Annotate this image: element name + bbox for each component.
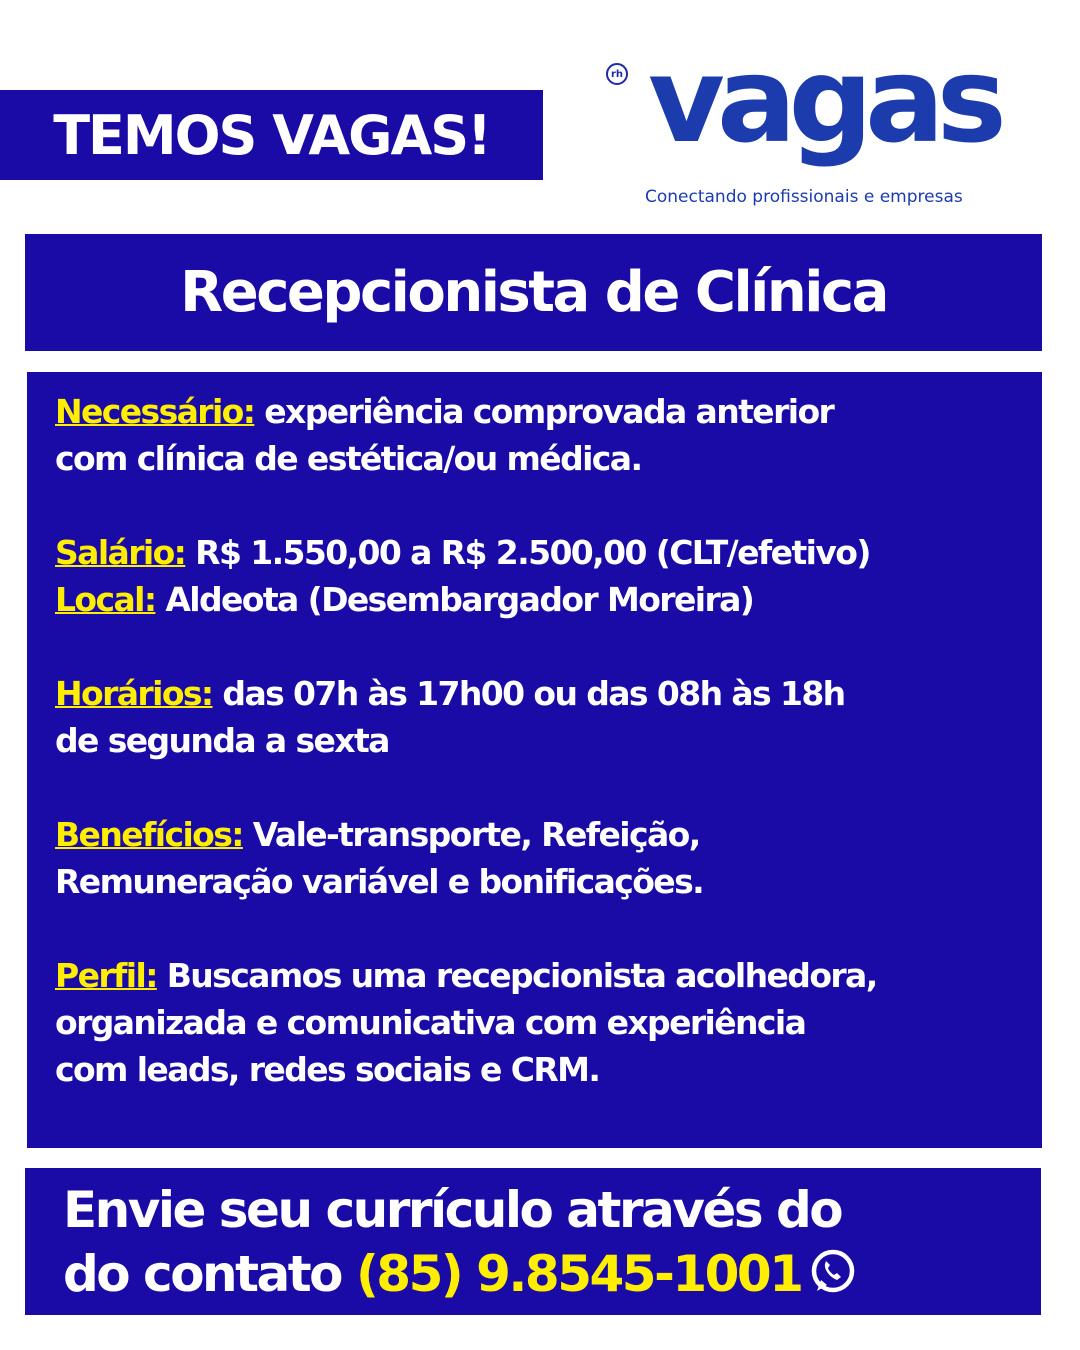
requirement-section (55, 388, 1022, 482)
cta-line-2 (63, 1242, 1041, 1312)
cta-prefix: do contato (63, 1245, 342, 1303)
benefits-label: Benefícios: (55, 815, 243, 854)
rh-mark: rh (606, 63, 628, 85)
logo-tagline: Conectando profissionais e empresas (645, 187, 963, 207)
contact-banner (25, 1168, 1041, 1315)
schedule-text-1: das 07h às 17h00 ou das 08h às 18h (222, 674, 845, 713)
schedule-text-2: de segunda a sexta (55, 721, 389, 760)
phone-number[interactable]: (85) 9.8545-1001 (355, 1245, 802, 1303)
schedule-label: Horários: (55, 674, 213, 713)
profile-text-3: com leads, redes sociais e CRM. (55, 1050, 600, 1089)
vagas-logo (600, 31, 1030, 215)
requirement-text-2: com clínica de estética/ou médica. (55, 439, 642, 478)
requirement-text-1: experiência comprovada anterior (264, 392, 834, 431)
whatsapp-icon[interactable] (808, 1247, 858, 1312)
badge-text: TEMOS VAGAS! (53, 103, 490, 167)
salary-location-section (55, 529, 1022, 623)
temos-vagas-badge (0, 90, 543, 180)
profile-text-2: organizada e comunicativa com experiência (55, 1003, 806, 1042)
job-title: Recepcionista de Clínica (180, 260, 887, 325)
profile-text-1: Buscamos uma recepcionista acolhedora, (166, 956, 877, 995)
schedule-section (55, 670, 1022, 764)
job-title-banner (25, 234, 1042, 351)
job-details-panel (27, 372, 1042, 1148)
benefits-text-1: Vale-transporte, Refeição, (252, 815, 700, 854)
cta-line-1: Envie seu currículo através do (63, 1181, 842, 1239)
logo-wordmark: vagas (648, 31, 999, 169)
location-label: Local: (55, 580, 156, 619)
profile-section (55, 952, 1022, 1093)
salary-text: R$ 1.550,00 a R$ 2.500,00 (CLT/efetivo) (195, 533, 870, 572)
benefits-section (55, 811, 1022, 905)
profile-label: Perfil: (55, 956, 157, 995)
requirement-label: Necessário: (55, 392, 255, 431)
location-text: Aldeota (Desembargador Moreira) (165, 580, 754, 619)
benefits-text-2: Remuneração variável e bonificações. (55, 862, 704, 901)
salary-label: Salário: (55, 533, 186, 572)
